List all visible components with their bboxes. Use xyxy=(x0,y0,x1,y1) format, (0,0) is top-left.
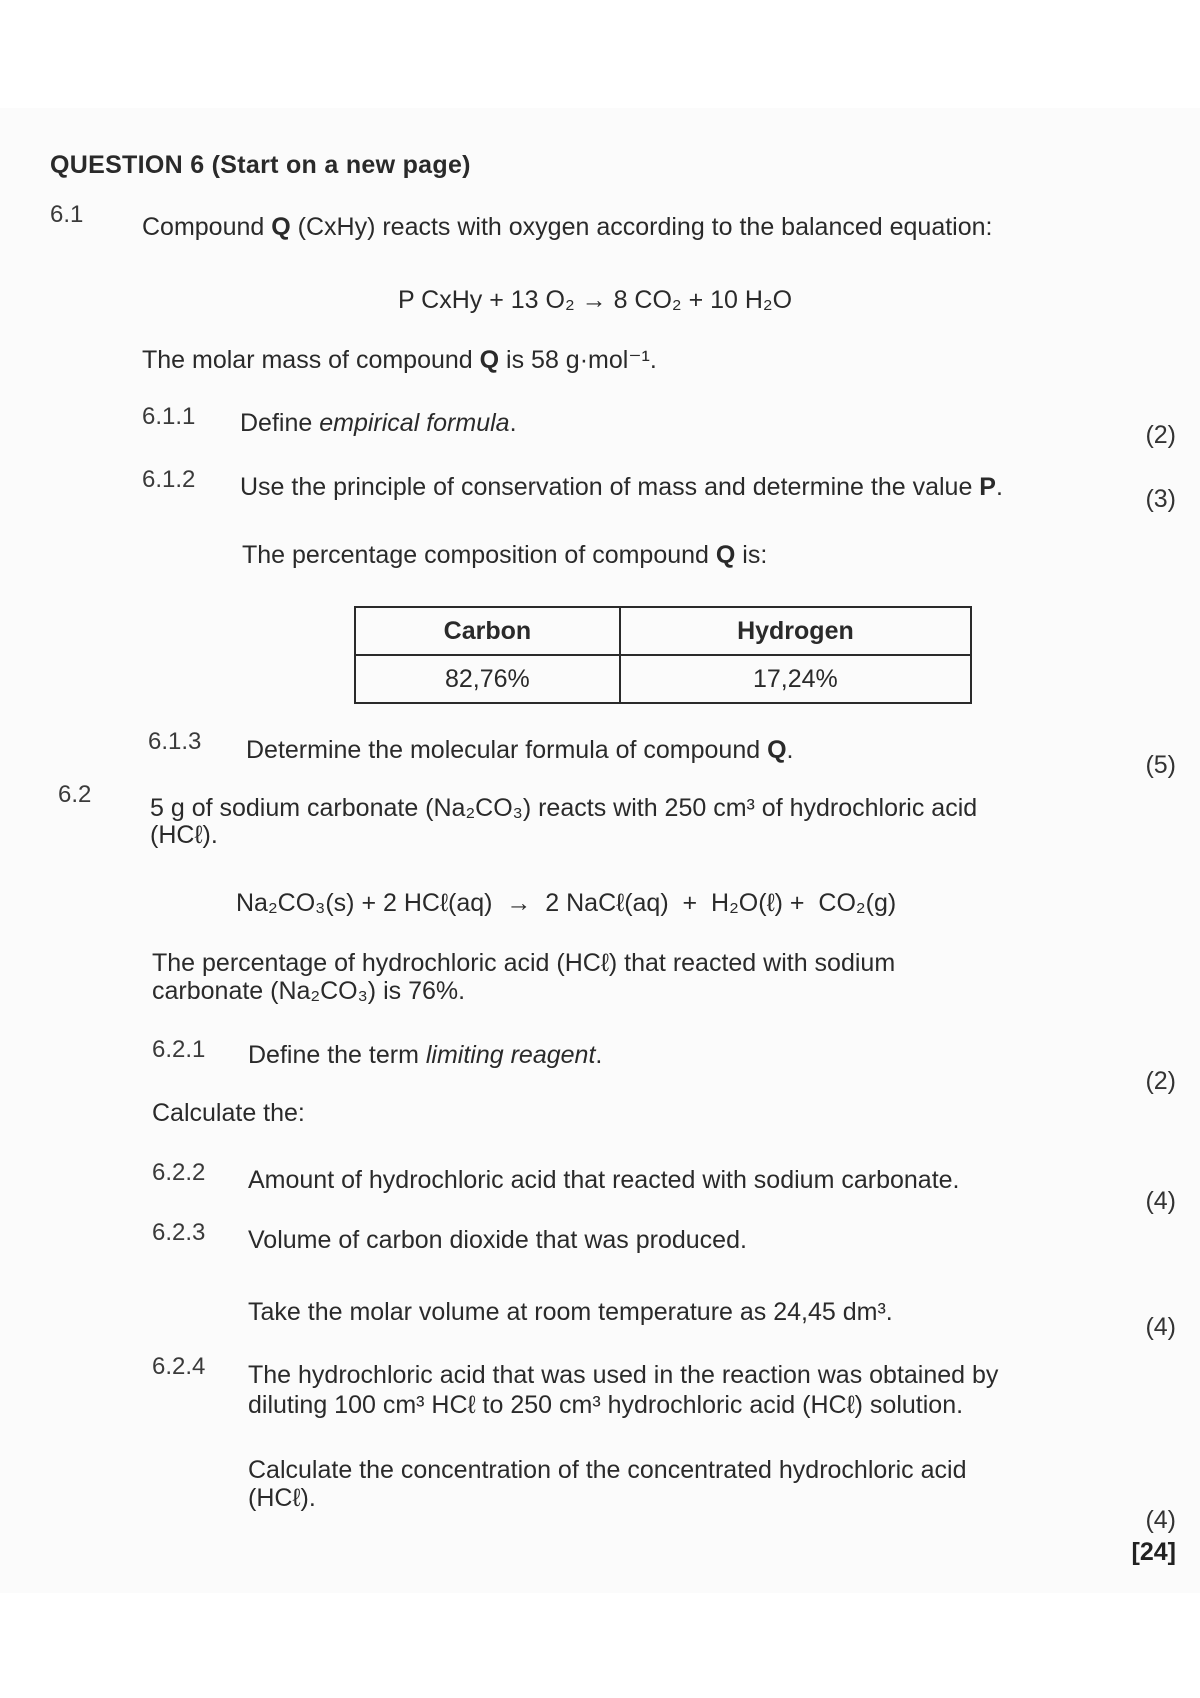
question-6-1-number: 6.1 xyxy=(50,201,84,228)
table-header-row xyxy=(355,607,971,655)
question-6-2-1-marks: (2) xyxy=(1145,1067,1176,1095)
molar-mass-statement: The molar mass of compound Q is 58 g·mol⁻¹. xyxy=(142,346,657,374)
percentage-reacted-line1: The percentage of hydrochloric acid (HCℓ) that reacted with sodium xyxy=(152,949,896,977)
question-6-2-3-number: 6.2.3 xyxy=(152,1219,206,1246)
question-6-2-4-line1: The hydrochloric acid that was used in the reaction was obtained by xyxy=(248,1361,999,1389)
question-6-2-3-marks: (4) xyxy=(1145,1313,1176,1341)
percentage-composition-table xyxy=(354,606,972,704)
question-6-2-4-number: 6.2.4 xyxy=(152,1353,206,1380)
calculate-label: Calculate the: xyxy=(152,1099,305,1127)
question-6-1-3-number: 6.1.3 xyxy=(148,728,202,755)
table-cell-carbon: 82,76% xyxy=(355,655,620,703)
question-6-2-4-calc-line1: Calculate the concentration of the concentrated hydrochloric acid xyxy=(248,1456,967,1484)
question-6-2-2-marks: (4) xyxy=(1145,1187,1176,1215)
question-6-1-1-marks: (2) xyxy=(1145,421,1176,449)
question-6-2-number: 6.2 xyxy=(58,781,92,808)
composition-statement: The percentage composition of compound Q is: xyxy=(242,541,768,569)
question-6-2-4-calc-line2: (HCℓ). xyxy=(248,1484,316,1512)
table-cell-hydrogen: 17,24% xyxy=(620,655,971,703)
table-row xyxy=(355,655,971,703)
neutralisation-equation: Na₂CO₃(s) + 2 HCℓ(aq) → 2 NaCℓ(aq) + H₂O(ℓ) + CO₂(g) xyxy=(236,889,897,917)
question-6-2-1-number: 6.2.1 xyxy=(152,1036,206,1063)
table-header-carbon: Carbon xyxy=(355,607,620,655)
question-6-2-intro-line1: 5 g of sodium carbonate (Na₂CO₃) reacts with 250 cm³ of hydrochloric acid xyxy=(150,794,978,822)
question-6-2-intro-line2: (HCℓ). xyxy=(150,821,218,849)
question-6-1-2-number: 6.1.2 xyxy=(142,466,196,493)
question-heading: QUESTION 6 (Start on a new page) xyxy=(50,151,471,179)
question-6-2-4-line2: diluting 100 cm³ HCℓ to 250 cm³ hydrochloric acid (HCℓ) solution. xyxy=(248,1391,964,1419)
question-6-2-1-text: Define the term limiting reagent. xyxy=(248,1041,603,1069)
question-6-2-3-text: Volume of carbon dioxide that was produced. xyxy=(248,1226,747,1254)
table-header-hydrogen: Hydrogen xyxy=(620,607,971,655)
question-6-1-3-marks: (5) xyxy=(1145,751,1176,779)
percentage-reacted-line2: carbonate (Na₂CO₃) is 76%. xyxy=(152,977,466,1005)
question-6-1-1-number: 6.1.1 xyxy=(142,403,196,430)
question-6-2-4-marks: (4) xyxy=(1145,1506,1176,1534)
question-total-marks: [24] xyxy=(1131,1538,1176,1566)
question-6-1-1-text: Define empirical formula. xyxy=(240,409,517,437)
question-6-2-3-note: Take the molar volume at room temperature as 24,45 dm³. xyxy=(248,1298,893,1326)
question-6-2-2-text: Amount of hydrochloric acid that reacted with sodium carbonate. xyxy=(248,1166,960,1194)
question-6-1-intro: Compound Q (CxHy) reacts with oxygen according to the balanced equation: xyxy=(142,213,993,241)
combustion-equation: P CxHy + 13 O₂ → 8 CO₂ + 10 H₂O xyxy=(398,286,793,314)
question-6-1-2-marks: (3) xyxy=(1145,485,1176,513)
question-6-2-2-number: 6.2.2 xyxy=(152,1159,206,1186)
question-6-1-3-text: Determine the molecular formula of compound Q. xyxy=(246,736,794,764)
question-6-1-2-text: Use the principle of conservation of mass and determine the value P. xyxy=(240,473,1003,501)
